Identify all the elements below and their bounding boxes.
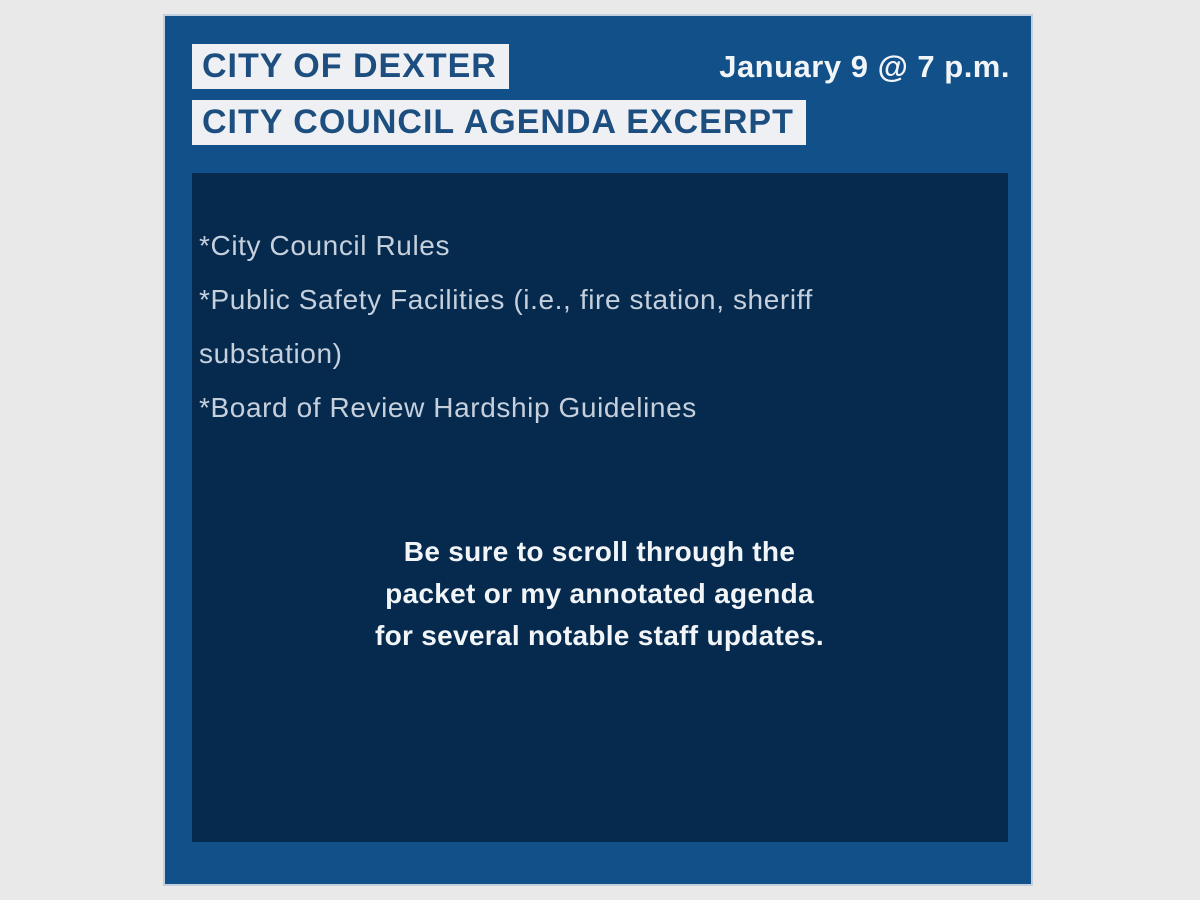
meeting-datetime: January 9 @ 7 p.m. — [719, 49, 1010, 84]
scroll-note — [199, 531, 1000, 657]
agenda-panel — [192, 173, 1008, 842]
agenda-line-1: *City Council Rules — [199, 230, 451, 261]
agenda-line-3: substation) — [199, 338, 343, 369]
title-agenda-excerpt: CITY COUNCIL AGENDA EXCERPT — [192, 100, 806, 145]
agenda-line-4: *Board of Review Hardship Guidelines — [199, 392, 697, 423]
title-city-of-dexter: CITY OF DEXTER — [192, 44, 509, 89]
agenda-list — [199, 219, 1000, 435]
announcement-card — [163, 14, 1033, 886]
note-line-3: for several notable staff updates. — [375, 620, 824, 651]
note-line-1: Be sure to scroll through the — [403, 536, 796, 567]
agenda-line-2: *Public Safety Facilities (i.e., fire station, sheriff — [199, 284, 813, 315]
note-line-2: packet or my annotated agenda — [385, 578, 814, 609]
